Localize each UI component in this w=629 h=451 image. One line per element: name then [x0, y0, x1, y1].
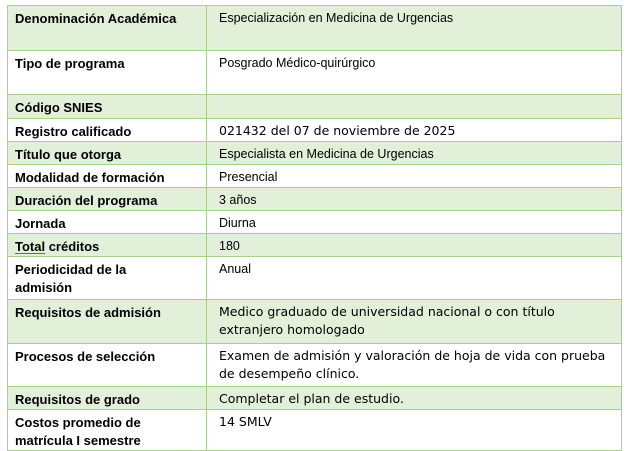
- row-label: Procesos de selección: [8, 344, 207, 387]
- row-label: Denominación Académica: [8, 6, 207, 51]
- table-row: [8, 51, 622, 95]
- table-row: [8, 119, 622, 142]
- row-value-line: extranjero homologado: [219, 322, 365, 337]
- row-label: Código SNIES: [8, 95, 207, 119]
- row-label-line: admisión: [15, 280, 73, 295]
- row-value: 14 SMLV: [207, 410, 622, 451]
- row-value: Posgrado Médico-quirúrgico: [207, 51, 622, 95]
- row-label: [8, 410, 207, 451]
- row-label-line: Costos promedio de: [15, 415, 141, 430]
- table-row: [8, 165, 622, 188]
- row-label: [8, 257, 207, 300]
- row-label-rest: créditos: [45, 239, 100, 254]
- row-label: Tipo de programa: [8, 51, 207, 95]
- row-label: Requisitos de grado: [8, 387, 207, 410]
- row-label: [8, 234, 207, 257]
- row-value: Especialización en Medicina de Urgencias: [207, 6, 622, 51]
- table-row: [8, 344, 622, 387]
- row-value: Anual: [207, 257, 622, 300]
- row-label-line: matrícula I semestre: [15, 433, 141, 448]
- row-value: 3 años: [207, 188, 622, 211]
- row-label: Registro calificado: [8, 119, 207, 142]
- row-value: [207, 344, 622, 387]
- row-label: Requisitos de admisión: [8, 300, 207, 344]
- program-info-table: [7, 5, 622, 451]
- row-value-line: de desempeño clínico.: [219, 366, 360, 381]
- table-row: [8, 142, 622, 165]
- row-label: Jornada: [8, 211, 207, 234]
- row-value: [207, 95, 622, 119]
- row-label-line: Periodicidad de la: [15, 262, 127, 277]
- row-label: Duración del programa: [8, 188, 207, 211]
- row-value: 180: [207, 234, 622, 257]
- row-value: [207, 300, 622, 344]
- table-row: [8, 300, 622, 344]
- table-row: [8, 6, 622, 51]
- table-row: [8, 410, 622, 451]
- row-label: Modalidad de formación: [8, 165, 207, 188]
- table-row: [8, 211, 622, 234]
- row-value-line: Examen de admisión y valoración de hoja de vida con prueba: [219, 348, 606, 363]
- row-value-line: Medico graduado de universidad nacional o con título: [219, 304, 555, 319]
- table-row: [8, 95, 622, 119]
- program-info-table-wrapper: [7, 5, 622, 451]
- row-value: Completar el plan de estudio.: [207, 387, 622, 410]
- table-row: [8, 234, 622, 257]
- row-value: Diurna: [207, 211, 622, 234]
- row-label: Título que otorga: [8, 142, 207, 165]
- row-value: Presencial: [207, 165, 622, 188]
- row-value: 021432 del 07 de noviembre de 2025: [207, 119, 622, 142]
- table-row: [8, 387, 622, 410]
- row-value: Especialista en Medicina de Urgencias: [207, 142, 622, 165]
- table-row: [8, 257, 622, 300]
- spellcheck-underlined-word: Total: [15, 239, 46, 254]
- table-row: [8, 188, 622, 211]
